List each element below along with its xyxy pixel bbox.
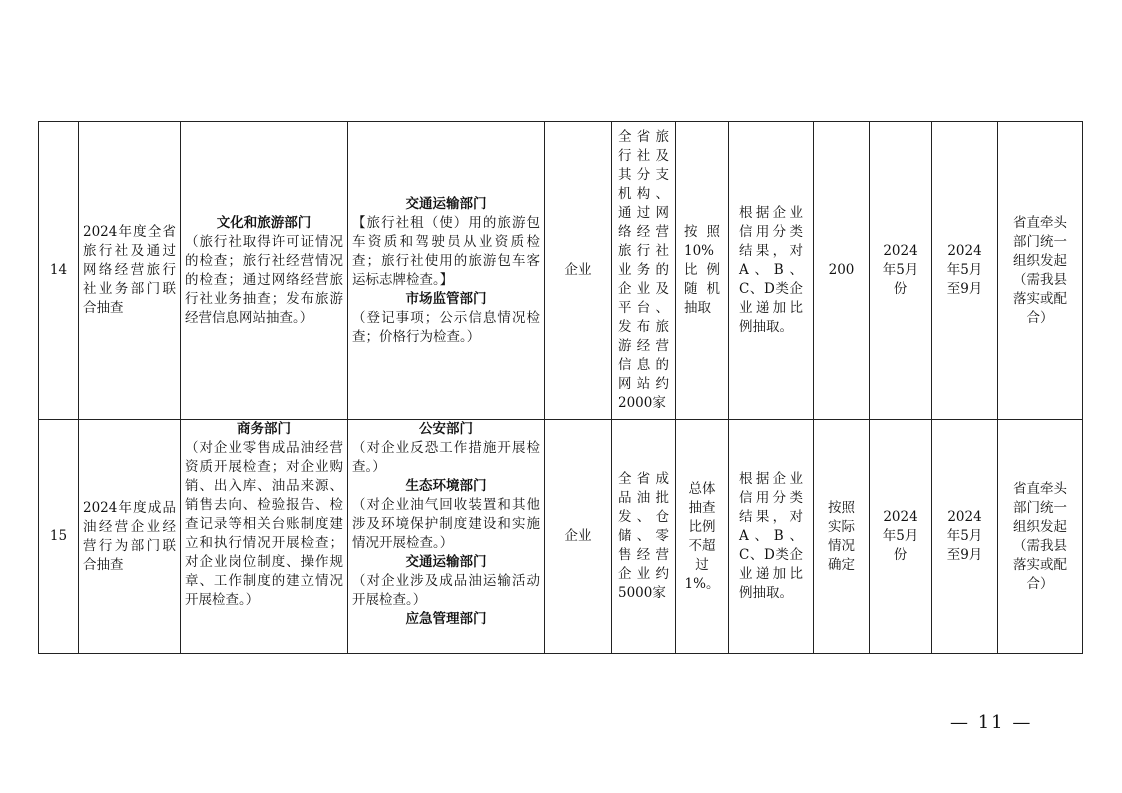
assist-department-cell — [348, 420, 545, 654]
page-number: — 11 — — [950, 712, 1033, 733]
assist-department-items: （对企业反恐工作措施开展检查。） — [352, 440, 540, 475]
remark: 省直牵头部门统一组织发起（需我县落实或配合） — [998, 122, 1083, 420]
assist-department-name: 公安部门 — [419, 421, 473, 437]
assist-department-name: 市场监管部门 — [405, 290, 487, 307]
assist-department-name: 应急管理部门 — [405, 611, 487, 627]
sampling-ratio: 按照10%比例随机抽取 — [676, 122, 729, 420]
inspection-object: 企业 — [545, 122, 612, 420]
sampling-method: 根据企业信用分类结果，对A、B、C、D类企业递加比例抽取。 — [729, 122, 814, 420]
lead-department-cell — [181, 122, 348, 420]
sampling-ratio: 总体抽查比例不超过1%。 — [676, 420, 729, 654]
assist-department-items: （对企业油气回收装置和其他涉及环境保护制度建设和实施情况开展检查。） — [352, 497, 540, 551]
assist-department-items: （对企业涉及成品油运输活动开展检查。） — [352, 573, 540, 608]
start-time: 2024年5月份 — [870, 420, 932, 654]
assist-department-name: 生态环境部门 — [405, 478, 487, 494]
assist-department-items: 【旅行社租（使）用的旅游包车资质和驾驶员从业资质检查；旅行社使用的旅游包车客运标志牌检查。】 — [352, 214, 540, 288]
lead-department-name: 文化和旅游部门 — [216, 214, 312, 231]
task-name: 2024年度全省旅行社及通过网络经营旅行社业务部门联合抽查 — [79, 122, 181, 420]
inspection-scope: 全省旅行社及其分支机构、通过网络经营旅行社业务的企业及平台、发布旅游经营信息的网站约2000家 — [612, 122, 676, 420]
row-number: 14 — [39, 122, 79, 420]
inspection-period: 2024年5月至9月 — [932, 122, 998, 420]
row-number: 15 — [39, 420, 79, 654]
inspection-plan-table — [38, 121, 1083, 654]
remark: 省直牵头部门统一组织发起（需我县落实或配合） — [998, 420, 1083, 654]
assist-department-name: 交通运输部门 — [405, 554, 487, 570]
sample-count: 按照实际情况确定 — [814, 420, 870, 654]
lead-department-items: （旅行社取得许可证情况的检查；旅行社经营情况的检查；通过网络经营旅行社业务抽查；发布旅游经营信息网站抽查。） — [185, 233, 343, 326]
sample-count: 200 — [814, 122, 870, 420]
lead-department-cell — [181, 420, 348, 654]
assist-department-name: 交通运输部门 — [405, 195, 487, 212]
assist-department-cell — [348, 122, 545, 420]
table-row — [39, 122, 1083, 420]
task-name: 2024年度成品油经营企业经营行为部门联合抽查 — [79, 420, 181, 654]
lead-department-items: （对企业零售成品油经营资质开展检查；对企业购销、出入库、油品来源、销售去向、检验报告、检查记录等相关台账制度建立和执行情况开展检查；对企业岗位制度、操作规章、工作制度的建立情况开展检查。） — [185, 440, 343, 608]
sampling-method: 根据企业信用分类结果，对A、B、C、D类企业递加比例抽取。 — [729, 420, 814, 654]
assist-department-items: （登记事项；公示信息情况检查；价格行为检查。） — [352, 309, 540, 345]
lead-department-name: 商务部门 — [237, 421, 291, 437]
inspection-object: 企业 — [545, 420, 612, 654]
inspection-period: 2024年5月至9月 — [932, 420, 998, 654]
start-time: 2024年5月份 — [870, 122, 932, 420]
inspection-scope: 全省成品油批发、仓储、零售经营企业约5000家 — [612, 420, 676, 654]
table-row — [39, 420, 1083, 654]
